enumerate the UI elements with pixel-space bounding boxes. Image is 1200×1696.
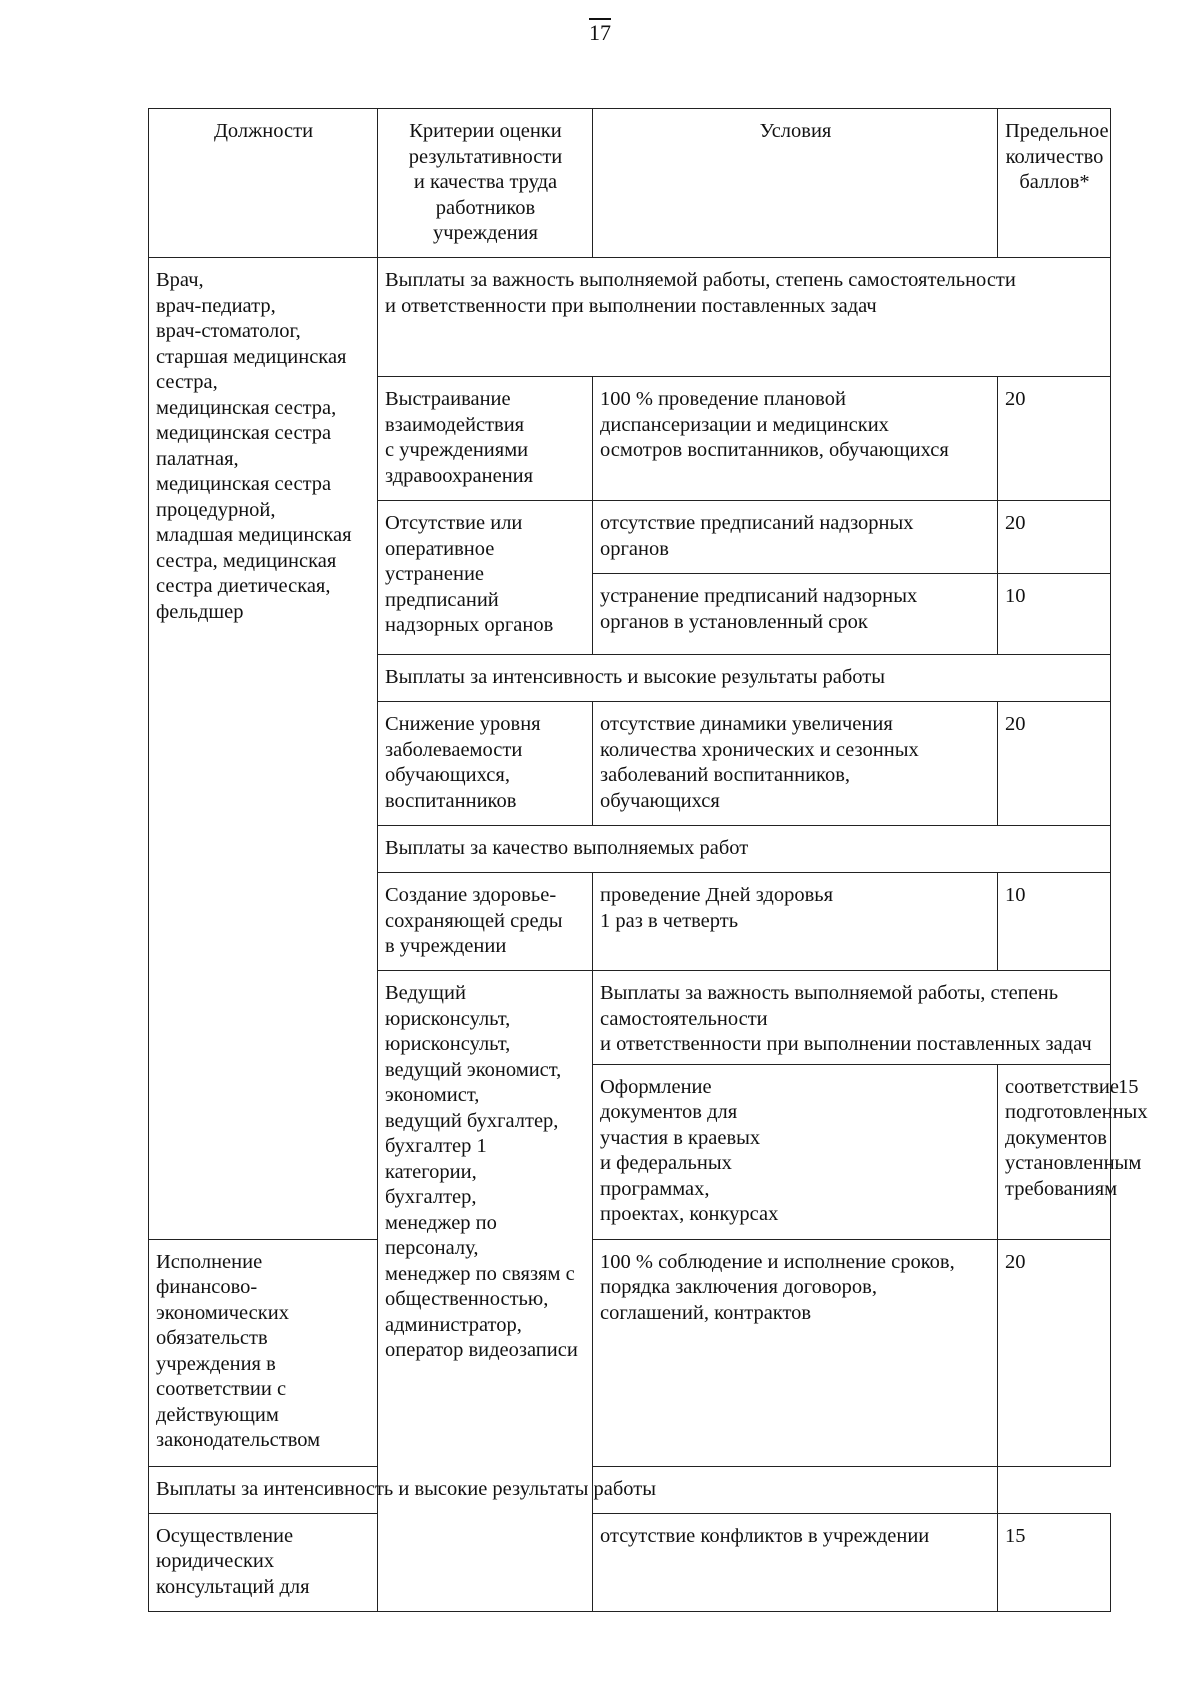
criterion-cell: Осуществление юридических консультаций для bbox=[149, 1513, 378, 1611]
table-row bbox=[149, 1239, 1111, 1466]
criterion-cell: Создание здоровье- сохраняющей среды в учреждении bbox=[378, 873, 593, 971]
header-criteria: Критерии оценки результативности и качества труда работников учреждения bbox=[378, 109, 593, 258]
condition-cell: 100 % проведение плановой диспансеризации и медицинских осмотров воспитанников, обучающихся bbox=[593, 377, 998, 501]
section-title: Выплаты за интенсивность и высокие результаты работы bbox=[149, 1466, 998, 1513]
header-max-points: Предельное количество баллов* bbox=[998, 109, 1111, 258]
condition-cell: отсутствие предписаний надзорных органов bbox=[593, 501, 998, 574]
points-cell: 20 bbox=[998, 377, 1111, 501]
criterion-cell: Исполнение финансово- экономических обязательств учреждения в соответствии с действующим законодательством bbox=[149, 1239, 378, 1466]
condition-cell: отсутствие конфликтов в учреждении bbox=[593, 1513, 998, 1611]
table-row bbox=[149, 1513, 1111, 1611]
criterion-cell: Отсутствие или оперативное устранение предписаний надзорных органов bbox=[378, 501, 593, 655]
table-row: Оформление документов для участия в краевых и федеральных программах, проектах, конкурсах соответствие подготовленных документов установленным требованиям 15 bbox=[149, 1064, 1111, 1239]
points-cell: 15 bbox=[998, 1513, 1111, 1611]
section-title: Выплаты за качество выполняемых работ bbox=[378, 826, 1111, 873]
criterion-cell: Выстраивание взаимодействия с учреждениями здравоохранения bbox=[378, 377, 593, 501]
evaluation-criteria-table bbox=[148, 108, 1148, 1612]
points-cell: 20 bbox=[998, 1239, 1111, 1466]
section-title: Выплаты за важность выполняемой работы, степень самостоятельности и ответственности при выполнении поставленных задач bbox=[593, 971, 1111, 1065]
positions-cell-administrative: Ведущий юрисконсульт, юрисконсульт, ведущий экономист, экономист, ведущий бухгалтер, бухгалтер 1 категории, бухгалтер, менеджер по персоналу, менеджер по связям с общественностью, администратор, оператор видеозаписи bbox=[378, 971, 593, 1612]
criterion-cell: Снижение уровня заболеваемости обучающихся, воспитанников bbox=[378, 702, 593, 826]
table-row bbox=[149, 258, 1111, 377]
condition-cell: устранение предписаний надзорных органов в установленный срок bbox=[593, 574, 998, 655]
table-header-row bbox=[149, 109, 1111, 258]
section-title: Выплаты за интенсивность и высокие результаты работы bbox=[378, 655, 1111, 702]
points-cell: 20 bbox=[998, 501, 1111, 574]
points-cell: 10 bbox=[998, 873, 1111, 971]
condition-cell: соответствие подготовленных документов установленным требованиям bbox=[998, 1064, 1111, 1239]
section-title: Выплаты за важность выполняемой работы, степень самостоятельности и ответственности при выполнении поставленных задач bbox=[378, 258, 1111, 377]
header-conditions: Условия bbox=[593, 109, 998, 258]
criterion-cell: Оформление документов для участия в краевых и федеральных программах, проектах, конкурсах bbox=[593, 1064, 998, 1239]
table-row bbox=[149, 1466, 1111, 1513]
points-cell: 20 bbox=[998, 702, 1111, 826]
condition-cell: проведение Дней здоровья 1 раз в четверть bbox=[593, 873, 998, 971]
points-cell: 10 bbox=[998, 574, 1111, 655]
condition-cell: отсутствие динамики увеличения количества хронических и сезонных заболеваний воспитанников, обучающихся bbox=[593, 702, 998, 826]
header-positions: Должности bbox=[149, 109, 378, 258]
condition-cell: 100 % соблюдение и исполнение сроков, порядка заключения договоров, соглашений, контрактов bbox=[593, 1239, 998, 1466]
positions-cell-medical: Врач, врач-педиатр, врач-стоматолог, старшая медицинская сестра, медицинская сестра, медицинская сестра палатная, медицинская сестра процедурной, младшая медицинская сестра, медицинская сестра диетическая, фельдшер bbox=[149, 258, 378, 1240]
page-number: 17 bbox=[589, 20, 611, 45]
